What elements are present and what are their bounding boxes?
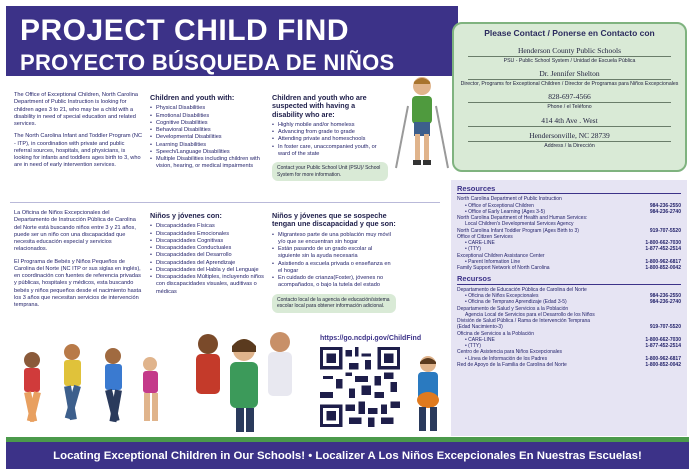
resources-list — [457, 196, 681, 271]
list-item: • Discapacidades del Aprendizaje — [150, 260, 268, 267]
footer-banner — [6, 437, 689, 469]
list-item: • Migranteso parte de una población muy móvil y/o que se encuentran sin hogar — [272, 232, 396, 247]
resource-label: División de Salud Pública / Rama de Intervención Temprana — [457, 318, 591, 324]
resource-label: • Oficina de Niños Excepcionales — [465, 293, 539, 299]
resource-label: North Carolina Department of Public Instruction — [457, 196, 562, 203]
footer-tagline: Locating Exceptional Children in Our Schools! • Localizer A Los Niños Excepcionales En Nuestras Escuelas! — [53, 449, 642, 462]
list-item: • Discapacidades del Desarrollo — [150, 252, 268, 259]
resource-label: • Oficina de Temprano Aprendizaje (Edad 3-5) — [465, 299, 567, 306]
resource-label: Oficina de Servicios a la Población — [457, 330, 534, 337]
resource-phone[interactable]: 1-800-662-7030 — [645, 240, 681, 247]
contact-address-label: Address / la Dirección — [544, 142, 595, 149]
intro-english-p2: The North Carolina Infant and Toddler Program (NC - ITP), in coordination with private and public referral sources, hospitals, and physicians, is looking for infants and toddlers ages birth to 3, who are in need of early intervention services. — [14, 133, 142, 169]
title-banner — [6, 6, 458, 76]
ninos-sospecha-note: Contacto local de la agencia de educación/sistema escolar local para obtener información adicional. — [272, 294, 396, 313]
resource-label: Office of Citizen Services — [457, 233, 513, 240]
resource-label: • CARE-LINE — [465, 336, 495, 343]
child-find-url[interactable]: https://go.ncdpi.gov/ChildFind — [320, 335, 422, 342]
list-item: • Discapacidades Conductuales — [150, 245, 268, 252]
qr-code-icon[interactable] — [320, 347, 400, 427]
resource-phone[interactable]: 1-800-852-0042 — [645, 361, 681, 368]
contact-box — [452, 22, 687, 172]
list-item: • Behavioral Disabilities — [150, 127, 262, 134]
resource-phone[interactable]: 984-236-2550 — [649, 202, 681, 209]
ninos-sospecha-heading: Niños y jóvenes que se sospeche tengan une discapacidad y que son: — [272, 211, 396, 229]
suspected-heading: Children and youth who are suspected with having a disability who are: — [272, 93, 367, 119]
resource-label: • (TTY) — [465, 343, 481, 349]
intro-spanish — [14, 210, 142, 314]
resource-label: Family Support Network of North Carolina — [457, 265, 550, 272]
list-item: • Advancing from grade to grade — [272, 129, 388, 136]
teens-group-photo — [180, 322, 308, 434]
recursos-heading: Recursos — [457, 274, 681, 284]
title-spanish: PROYECTO BÚSQUEDA DE NIÑOS — [20, 50, 395, 75]
resource-phone[interactable]: 919-707-5520 — [649, 227, 681, 234]
ninos-sospecha-list — [272, 212, 396, 313]
list-item: • Learning Disabilities — [150, 142, 262, 149]
title-english: PROJECT CHILD FIND — [20, 14, 350, 47]
resource-phone[interactable]: 1-877-452-2514 — [645, 246, 681, 253]
intro-english — [14, 92, 142, 175]
resource-label: Departamento de Educación Pública de Carolina del Norte — [457, 286, 587, 293]
resource-label: Local Children's Developmental Services Agency — [465, 221, 574, 228]
resource-line — [457, 362, 681, 368]
resource-label: Centro de Asistencia para Niños Excepcionales — [457, 349, 563, 356]
contact-phone-label: Phone / el Teléfono — [547, 104, 592, 111]
resource-phone[interactable]: 984-236-2550 — [649, 293, 681, 299]
contact-city: Hendersonville, NC 28739 — [468, 131, 671, 142]
youth-with-list — [150, 94, 262, 171]
recursos-list — [457, 287, 681, 368]
list-item: • Cognitive Disabilities — [150, 120, 262, 127]
resource-label: • CARE-LINE — [465, 240, 495, 247]
resource-label: Agencia Local de Servicios para el Desarrollo de los Niños — [465, 311, 595, 318]
list-item: • Emotional Disabilities — [150, 113, 262, 120]
list-item: • Discapacidades Físicas — [150, 223, 268, 230]
resource-label: Departamento de Salud y Servicios a la Población — [457, 305, 569, 312]
resource-label: • (TTY) — [465, 246, 481, 253]
list-item: • Physical Disabilities — [150, 105, 262, 112]
resource-phone[interactable]: 1-800-662-7030 — [645, 336, 681, 343]
intro-spanish-p2: El Programa de Bebés y Niños Pequeños de Carolina del Norte (NC ITP or sus siglas en inglés), en coordinación con fuentes de referencia privadas y públicas, hospitales y médicos, esta buscando bebés y niños pequeños desde el nacimiento hasta los 3 años que necesitan servicios de intervención temprana. — [14, 258, 142, 309]
resource-label: North Carolina Department of Health and Human Services: — [457, 215, 588, 222]
list-item: • Speech/Language Disabilities — [150, 149, 262, 156]
resource-phone[interactable]: 1-800-962-6817 — [645, 355, 681, 362]
list-item: • Attending private and homeschools — [272, 136, 388, 143]
ninos-con-heading: Niños y jóvenes con: — [150, 211, 222, 220]
youth-with-heading: Children and youth with: — [150, 93, 235, 102]
list-item: • Asistiendo a escuela privada o enseñanza en el hogar — [272, 261, 396, 276]
section-divider — [10, 202, 440, 203]
resource-phone[interactable]: 984-236-2740 — [649, 208, 681, 215]
resource-phone[interactable]: 1-800-962-6817 — [645, 258, 681, 265]
list-item: • Están pasando de un grado escolar al siguiente sin la ayuda necesaria — [272, 246, 396, 261]
intro-english-p1: The Office of Exceptional Children, North Carolina Department of Public Instruction is looking for children ages 3 to 21, who may be a child with a disability in need of special education and related services. — [14, 92, 138, 128]
resource-label: Exceptional Children Assistance Center — [457, 252, 545, 259]
contact-org: Henderson County Public Schools — [468, 46, 671, 57]
ninos-con-list — [150, 212, 268, 296]
boy-with-crutches-photo — [392, 72, 452, 172]
contact-person: Dr. Jennifer Shelton — [468, 69, 671, 80]
resources-panel — [451, 180, 687, 436]
list-item: • Developmental Disabilities — [150, 134, 262, 141]
resource-label: • Parent Information Line — [465, 258, 521, 265]
list-item: • Highly mobile and/or homeless — [272, 122, 388, 129]
resource-label: North Carolina Infant Toddler Program (Ages Birth to 3) — [457, 227, 579, 234]
intro-spanish-p1: La Oficina de Niños Excepcionales del Departamento de Instrucción Pública de Carolina del Norte está buscando niños entre 3 y 21 años, puede ser un niño con una discapacidad que necesita educación especial y servicios relacionados. — [14, 210, 136, 253]
resource-phone[interactable]: 984-236-2740 — [649, 299, 681, 306]
resource-phone[interactable]: 1-877-452-2514 — [645, 343, 681, 349]
suspected-list — [272, 94, 388, 181]
resource-label: • Línea de Información de los Padres — [465, 355, 548, 362]
resources-heading: Resources — [457, 184, 681, 194]
resource-label: • Office of Exceptional Children — [465, 202, 534, 209]
resource-phone[interactable]: 1-800-852-0042 — [645, 265, 681, 272]
contact-phone: 828-697-4566 — [468, 92, 671, 103]
list-item: • En cuidado de crianza(Foster), jóvenes no acompañados, o bajo la tutela del estado — [272, 275, 396, 290]
list-item: • Discapacidades del Habla y del Lenguaje — [150, 267, 268, 274]
list-item: • In foster care, unaccompanied youth, or ward of the state — [272, 144, 388, 159]
suspected-note: Contact your Public School Unit (PSU)/ School System for more information. — [272, 162, 388, 181]
list-item: • Multiple Disabilities including children with vision, hearing, or medical impairments — [150, 156, 262, 171]
contact-heading: Please Contact / Ponerse en Contacto con — [484, 28, 655, 38]
contact-street: 414 4th Ave . West — [468, 116, 671, 127]
children-running-photo — [8, 330, 173, 434]
list-item: • Discapacidades Emocionales — [150, 231, 268, 238]
resource-phone[interactable]: 919-707-5520 — [649, 324, 681, 331]
list-item: • Discapacidades Múltiples, incluyendo niños con discapacidades visuales, auditivas o médicas — [150, 274, 268, 296]
resource-label: Red de Apoyo de la Familia de Carolina del Norte — [457, 361, 567, 368]
list-item: • Discapacidades Cognitivas — [150, 238, 268, 245]
contact-person-label: Director, Programs for Exceptional Children / Director de Programas para Niños Excepcionales — [460, 81, 679, 88]
resource-label: • Office of Early Learning (Ages 3-5) — [465, 208, 546, 215]
resource-label: (Edad Nacimiento-3) — [457, 324, 503, 331]
child-with-pumpkin-photo — [406, 352, 450, 434]
contact-org-label: PSU - Public School System / Unidad de Escuela Pública — [503, 58, 636, 64]
